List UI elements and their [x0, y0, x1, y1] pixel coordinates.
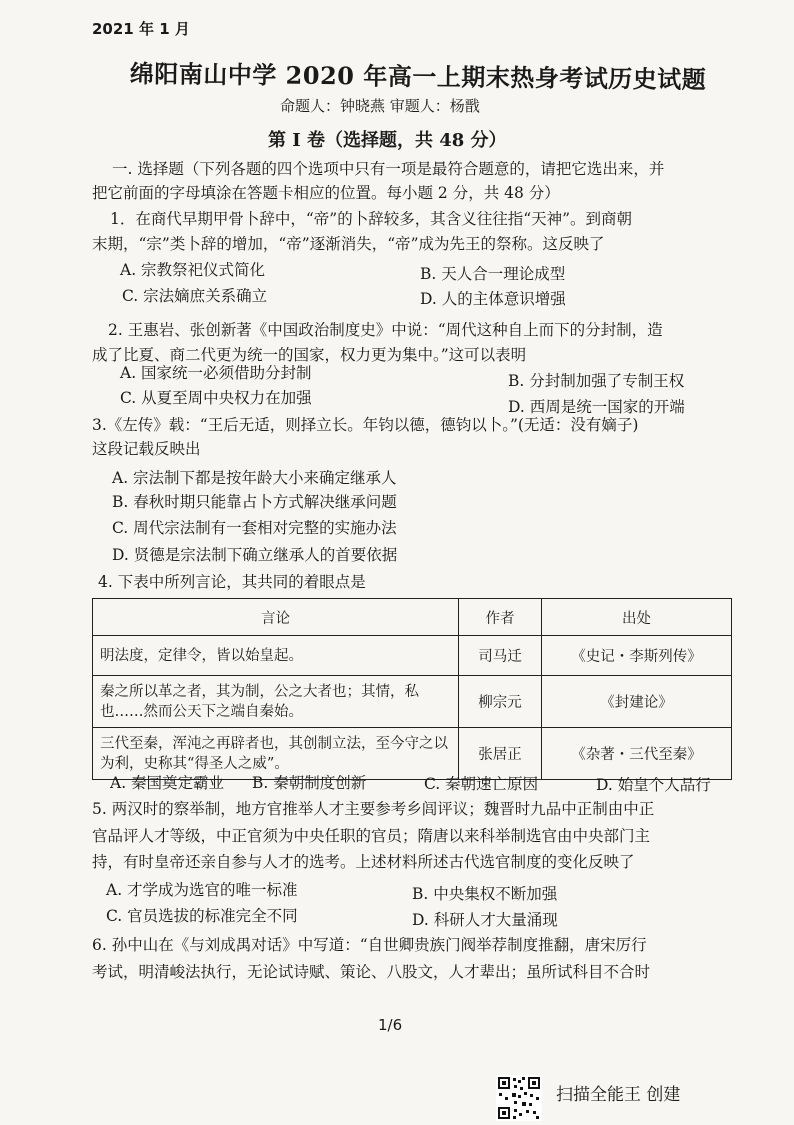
source-cell: 《封建论》 [542, 676, 732, 728]
q1-option-a: A. 宗教祭祀仪式简化 [120, 261, 266, 279]
scanner-watermark: 扫描全能王 创建 [556, 1085, 681, 1105]
q3-stem: 这段记载反映出 [92, 440, 201, 458]
page-number: 1/6 [378, 1016, 403, 1034]
quote-cell: 秦之所以革之者，其为制，公之大者也；其情，私也……然而公天下之端自秦始。 [93, 676, 459, 728]
q2-stem: 成了比夏、商二代更为统一的国家，权力更为集中。”这可以表明 [92, 346, 527, 364]
author-cell: 柳宗元 [459, 676, 542, 728]
author-cell: 司马迁 [459, 636, 542, 676]
q2-option-a: A. 国家统一必须借助分封制 [120, 364, 312, 382]
q4-option-d: D. 始皇个人品行 [596, 776, 711, 794]
q5-option-b: B. 中央集权不断加强 [412, 885, 558, 903]
q2-option-b: B. 分封制加强了专制王权 [508, 372, 685, 390]
quote-cell: 三代至秦，浑沌之再辟者也，其创制立法，至今守之以为利，史称其“得圣人之威”。 [93, 728, 459, 780]
table-header: 出处 [542, 599, 732, 636]
q4-stem: 4. 下表中所列言论，其共同的着眼点是 [98, 573, 366, 591]
table-header: 作者 [459, 599, 542, 636]
q3-option-b: B. 春秋时期只能靠占卜方式解决继承问题 [112, 493, 397, 511]
q3-option-d: D. 贤德是宗法制下确立继承人的首要依据 [112, 546, 398, 564]
section-heading: 第 I 卷（选择题，共 48 分） [268, 130, 507, 151]
q4-option-b: B. 秦朝制度创新 [252, 774, 367, 792]
exam-authors: 命题人：钟晓燕 审题人：杨戬 [280, 97, 480, 115]
q2-option-c: C. 从夏至周中央权力在加强 [120, 389, 312, 407]
source-cell: 《史记・李斯列传》 [542, 636, 732, 676]
source-cell: 《杂著・三代至秦》 [542, 728, 732, 780]
q1-option-d: D. 人的主体意识增强 [420, 290, 566, 308]
q1-stem: 1．在商代早期甲骨卜辞中，“帝”的卜辞较多，其含义往往指“天神”。到商朝 [110, 210, 633, 228]
q4-option-c: C. 秦朝速亡原因 [424, 775, 539, 793]
q5-option-d: D. 科研人才大量涌现 [412, 911, 558, 929]
table-header-row [93, 599, 732, 636]
q4-option-a: A. 秦国奠定霸业 [110, 774, 225, 792]
q5-stem: 官品评人才等级，中正官须为中央任职的官员；隋唐以来科举制选官由中央部门主 [92, 827, 651, 845]
q4-table [92, 598, 732, 780]
q2-stem: 2. 王惠岩、张创新著《中国政治制度史》中说：“周代这种自上而下的分封制，造 [108, 321, 663, 339]
q5-stem: 持，有时皇帝还亲自参与人才的选考。上述材料所述古代选官制度的变化反映了 [92, 853, 635, 871]
instructions-line: 把它前面的字母填涂在答题卡相应的位置。每小题 2 分，共 48 分） [92, 184, 560, 202]
exam-date: 2021 年 1 月 [92, 20, 190, 38]
q1-option-b: B. 天人合一理论成型 [420, 265, 566, 283]
q6-stem: 考试，明清峻法执行，无论试诗赋、策论、八股文，人才辈出；虽所试科目不合时 [92, 963, 651, 981]
q5-option-c: C. 官员选拔的标准完全不同 [106, 907, 298, 925]
q5-stem: 5. 两汉时的察举制，地方官推举人才主要参考乡闾评议；魏晋时九品中正制由中正 [92, 800, 655, 818]
table-row [93, 636, 732, 676]
q3-option-c: C. 周代宗法制有一套相对完整的实施办法 [112, 519, 397, 537]
q2-option-d: D. 西周是统一国家的开端 [508, 398, 685, 416]
q1-option-c: C. 宗法嫡庶关系确立 [122, 287, 268, 305]
table-row [93, 676, 732, 728]
q3-option-a: A. 宗法制下都是按年龄大小来确定继承人 [112, 469, 397, 487]
quote-cell: 明法度，定律令，皆以始皇起。 [93, 636, 459, 676]
q6-stem: 6. 孙中山在《与刘成禺对话》中写道：“自世卿贵族门阀举荐制度推翻，唐宋厉行 [92, 936, 647, 954]
q3-stem: 3.《左传》载：“王后无适，则择立长。年钧以德，德钧以卜。”(无适：没有嫡子) [92, 416, 639, 434]
table-header: 言论 [93, 599, 459, 636]
q1-stem: 末期，“宗”类卜辞的增加，“帝”逐渐消失，“帝”成为先王的祭称。这反映了 [92, 235, 605, 253]
exam-title: 绵阳南山中学 2020 年高一上期末热身考试历史试题 [129, 58, 707, 95]
instructions-line: 一. 选择题（下列各题的四个选项中只有一项是最符合题意的，请把它选出来，并 [112, 160, 665, 178]
author-cell: 张居正 [459, 728, 542, 780]
qr-code-icon [496, 1075, 542, 1121]
q5-option-a: A. 才学成为选官的唯一标准 [106, 881, 298, 899]
